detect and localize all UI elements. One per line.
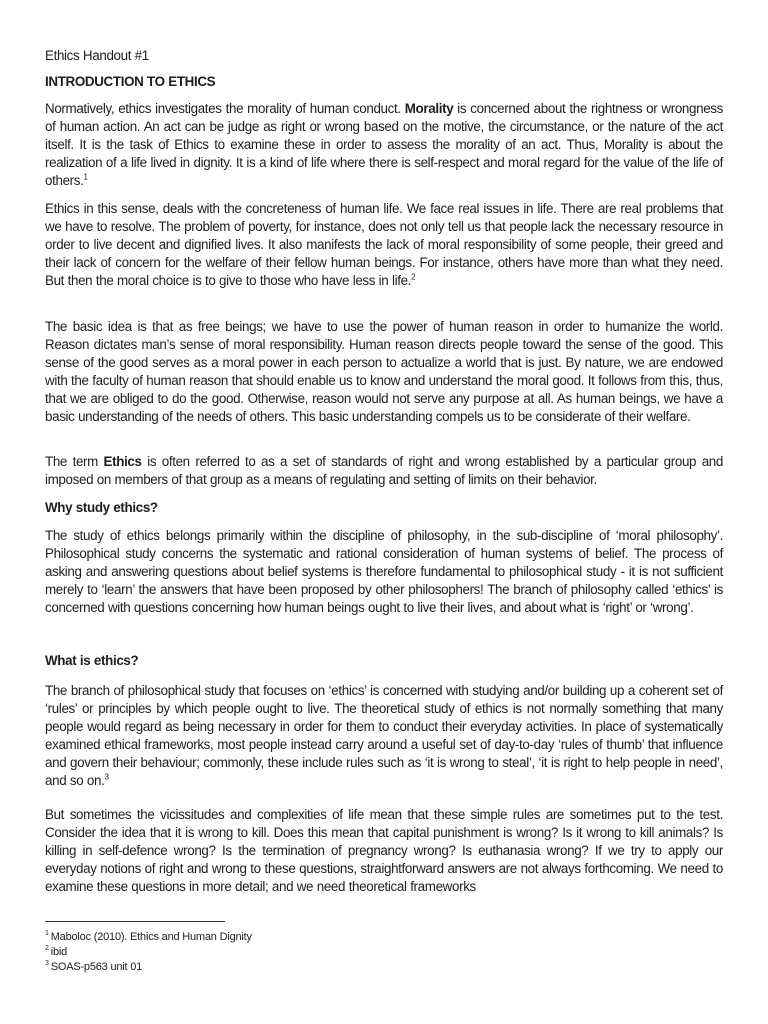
paragraph-text: Normatively, ethics investigates the morality of human conduct. [45,101,405,116]
footnote-3 [45,960,252,975]
paragraph-free-beings [45,318,723,426]
paragraph-text: But sometimes the vicissitudes and complexities of life mean that these simple rules are sometimes put to the test. Consider the idea that it is wrong to kill. Does this mean that capital punishment is wrong? Is it wrong to kill animals? Is killing in self-defence wrong? Is the termination of pregnancy wrong? Is euthanasia wrong? If we try to apply our everyday notions of right and wrong to these questions, straightforward answers are not always forthcoming. We need to examine these questions in more detail; and we need theoretical frameworks [45,807,723,894]
paragraph-term-ethics [45,453,723,489]
paragraph-vicissitudes [45,806,723,896]
footnote-1 [45,930,252,945]
footnote-text: ibid [50,946,68,958]
paragraph-morality [45,100,723,190]
main-heading: INTRODUCTION TO ETHICS [45,74,216,89]
footnote-number: 3 [45,960,49,968]
footnote-text: SOAS-p563 unit 01 [50,961,143,973]
footnote-ref[interactable]: 1 [83,172,88,182]
document-title: Ethics Handout #1 [45,48,149,63]
footnotes [45,930,252,975]
footnote-divider [45,921,225,922]
paragraph-text: The study of ethics belongs primarily within the discipline of philosophy, in the sub-discipline of ‘moral philosophy’. Philosophical study concerns the systematic and rational consideration of human systems of belief. The process of asking and answering questions about belief systems is therefore fundamental to philosophical study - it is not sufficient merely to ‘learn’ the answers that have been proposed by other philosophers! The branch of philosophy called ‘ethics’ is concerned with questions concerning how human beings ought to live their lives, and about what is ‘right’ or ‘wrong’. [45,528,723,615]
footnote-2 [45,945,252,960]
section-heading-what: What is ethics? [45,653,139,668]
paragraph-text: is often referred to as a set of standards of right and wrong established by a particular group and imposed on members of that group as a means of regulating and setting of limits on their behavior. [45,454,724,487]
paragraph-why-study [45,527,723,617]
footnote-ref[interactable]: 2 [411,272,416,282]
bold-term-ethics: Ethics [103,454,142,469]
paragraph-branch [45,682,723,790]
bold-term-morality: Morality [404,101,454,116]
paragraph-text: The branch of philosophical study that focuses on ‘ethics’ is concerned with studying and/or building up a coherent set of ‘rules’ or principles by which people ought to live. The theoretical study of ethics is not normally something that many people would regard as being necessary in order for them to conduct their everyday activities. In place of systematically examined ethical frameworks, most people instead carry around a useful set of day-to-day ‘rules of thumb’ that influence and govern their behaviour; commonly, these include rules such as ‘it is wrong to steal’, ‘it is right to help people in need’, and so on. [45,683,723,788]
footnote-number: 2 [45,945,49,953]
paragraph-text: Ethics in this sense, deals with the concreteness of human life. We face real issues in life. There are real problems that we have to resolve. The problem of poverty, for instance, does not only tell us that people lack the necessary resource in order to live decent and dignified lives. It also manifests the lack of moral responsibility of some people, their greed and their lack of concern for the welfare of their fellow human beings. For instance, others have more than what they need. But then the moral choice is to give to those who have less in life. [45,201,723,288]
paragraph-text: The basic idea is that as free beings; we have to use the power of human reason in order to humanize the world. Reason dictates man’s sense of moral responsibility. Human reason directs people toward the sense of the good. This sense of the good serves as a moral power in each person to actualize a world that is just. By nature, we are endowed with the faculty of human reason that should enable us to know and understand the moral good. It follows from this, thus, that we are obliged to do the good. Otherwise, reason would not serve any purpose at all. As human beings, we have a basic understanding of the needs of others. This basic understanding compels us to be considerate of their welfare. [45,319,723,424]
section-heading-why: Why study ethics? [45,500,158,515]
paragraph-text: is concerned about the rightness or wrongness of human action. An act can be judge as right or wrong based on the motive, the circumstance, or the nature of the act itself. It is the task of Ethics to examine these in order to assess the morality of an act. Thus, Morality is about the realization of a life lived in dignity. It is a kind of life where there is self-respect and moral regard for the value of the life of others. [45,101,723,188]
paragraph-concreteness [45,200,723,290]
footnote-ref[interactable]: 3 [104,772,109,782]
footnote-number: 1 [45,930,49,938]
footnote-text: Maboloc (2010). Ethics and Human Dignity [50,931,252,943]
paragraph-text: The term [45,454,104,469]
